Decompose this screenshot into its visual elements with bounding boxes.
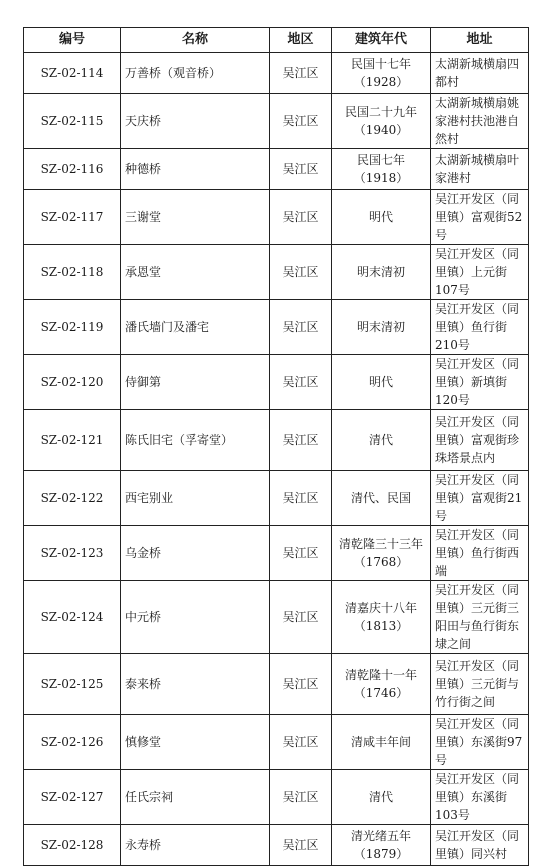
cell-code: SZ-02-114: [24, 53, 121, 94]
cell-district: 吴江区: [270, 825, 332, 866]
table-row: [24, 581, 529, 654]
table-row: [24, 53, 529, 94]
cell-name: 中元桥: [121, 581, 270, 654]
cell-code: SZ-02-121: [24, 410, 121, 471]
header-district: 地区: [270, 28, 332, 53]
cell-district: 吴江区: [270, 53, 332, 94]
cell-era: 清代、民国: [332, 471, 431, 526]
cell-address: 太湖新城横扇叶家港村: [431, 149, 529, 190]
cell-era: 明代: [332, 355, 431, 410]
cell-era: 明末清初: [332, 300, 431, 355]
cell-code: SZ-02-119: [24, 300, 121, 355]
table-header-row: [24, 28, 529, 53]
cell-district: 吴江区: [270, 715, 332, 770]
cell-address: 吴江开发区（同里镇）东溪街97号: [431, 715, 529, 770]
cell-district: 吴江区: [270, 526, 332, 581]
cell-code: SZ-02-116: [24, 149, 121, 190]
cell-name: 三谢堂: [121, 190, 270, 245]
heritage-table: [23, 27, 529, 866]
header-era: 建筑年代: [332, 28, 431, 53]
cell-era: 明末清初: [332, 245, 431, 300]
cell-code: SZ-02-124: [24, 581, 121, 654]
cell-name: 万善桥（观音桥）: [121, 53, 270, 94]
cell-code: SZ-02-125: [24, 654, 121, 715]
cell-address: 太湖新城横扇四都村: [431, 53, 529, 94]
cell-name: 天庆桥: [121, 94, 270, 149]
cell-era: 民国十七年（1928）: [332, 53, 431, 94]
cell-address: 吴江开发区（同里镇）东溪街103号: [431, 770, 529, 825]
cell-address: 吴江开发区（同里镇）三元街与竹行街之间: [431, 654, 529, 715]
table-row: [24, 149, 529, 190]
cell-name: 慎修堂: [121, 715, 270, 770]
cell-address: 吴江开发区（同里镇）鱼行街西端: [431, 526, 529, 581]
cell-era: 清代: [332, 410, 431, 471]
cell-name: 任氏宗祠: [121, 770, 270, 825]
cell-address: 太湖新城横扇姚家港村扶池港自然村: [431, 94, 529, 149]
cell-code: SZ-02-117: [24, 190, 121, 245]
cell-code: SZ-02-127: [24, 770, 121, 825]
table-row: [24, 300, 529, 355]
cell-address: 吴江开发区（同里镇）富观街珍珠塔景点内: [431, 410, 529, 471]
cell-name: 侍御第: [121, 355, 270, 410]
cell-name: 承恩堂: [121, 245, 270, 300]
cell-address: 吴江开发区（同里镇）上元街107号: [431, 245, 529, 300]
cell-district: 吴江区: [270, 300, 332, 355]
cell-address: 吴江开发区（同里镇）富观街52号: [431, 190, 529, 245]
table-row: [24, 471, 529, 526]
cell-address: 吴江开发区（同里镇）富观街21号: [431, 471, 529, 526]
table-row: [24, 245, 529, 300]
cell-district: 吴江区: [270, 149, 332, 190]
cell-era: 明代: [332, 190, 431, 245]
table-row: [24, 355, 529, 410]
cell-code: SZ-02-123: [24, 526, 121, 581]
cell-address: 吴江开发区（同里镇）鱼行街210号: [431, 300, 529, 355]
cell-address: 吴江开发区（同里镇）三元街三阳田与鱼行街东埭之间: [431, 581, 529, 654]
cell-district: 吴江区: [270, 471, 332, 526]
cell-district: 吴江区: [270, 355, 332, 410]
cell-era: 民国七年（1918）: [332, 149, 431, 190]
cell-era: 清嘉庆十八年（1813）: [332, 581, 431, 654]
cell-district: 吴江区: [270, 581, 332, 654]
cell-district: 吴江区: [270, 770, 332, 825]
cell-era: 清咸丰年间: [332, 715, 431, 770]
cell-code: SZ-02-118: [24, 245, 121, 300]
header-address: 地址: [431, 28, 529, 53]
cell-code: SZ-02-128: [24, 825, 121, 866]
cell-name: 泰来桥: [121, 654, 270, 715]
cell-name: 永寿桥: [121, 825, 270, 866]
cell-name: 西宅别业: [121, 471, 270, 526]
cell-district: 吴江区: [270, 654, 332, 715]
cell-address: 吴江开发区（同里镇）同兴村: [431, 825, 529, 866]
cell-district: 吴江区: [270, 190, 332, 245]
cell-district: 吴江区: [270, 410, 332, 471]
cell-era: 清乾隆三十三年（1768）: [332, 526, 431, 581]
table-row: [24, 825, 529, 866]
header-name: 名称: [121, 28, 270, 53]
cell-code: SZ-02-126: [24, 715, 121, 770]
table-row: [24, 715, 529, 770]
cell-district: 吴江区: [270, 94, 332, 149]
header-code: 编号: [24, 28, 121, 53]
cell-name: 乌金桥: [121, 526, 270, 581]
table-row: [24, 770, 529, 825]
table-body: [24, 53, 529, 866]
table-row: [24, 410, 529, 471]
table-row: [24, 94, 529, 149]
cell-code: SZ-02-122: [24, 471, 121, 526]
cell-district: 吴江区: [270, 245, 332, 300]
cell-code: SZ-02-115: [24, 94, 121, 149]
cell-era: 民国二十九年（1940）: [332, 94, 431, 149]
cell-era: 清代: [332, 770, 431, 825]
cell-era: 清乾隆十一年（1746）: [332, 654, 431, 715]
cell-code: SZ-02-120: [24, 355, 121, 410]
table-row: [24, 526, 529, 581]
cell-name: 陈氏旧宅（孚寄堂）: [121, 410, 270, 471]
cell-address: 吴江开发区（同里镇）新填街120号: [431, 355, 529, 410]
cell-name: 种德桥: [121, 149, 270, 190]
table-row: [24, 190, 529, 245]
table-row: [24, 654, 529, 715]
cell-name: 潘氏墙门及潘宅: [121, 300, 270, 355]
cell-era: 清光绪五年（1879）: [332, 825, 431, 866]
